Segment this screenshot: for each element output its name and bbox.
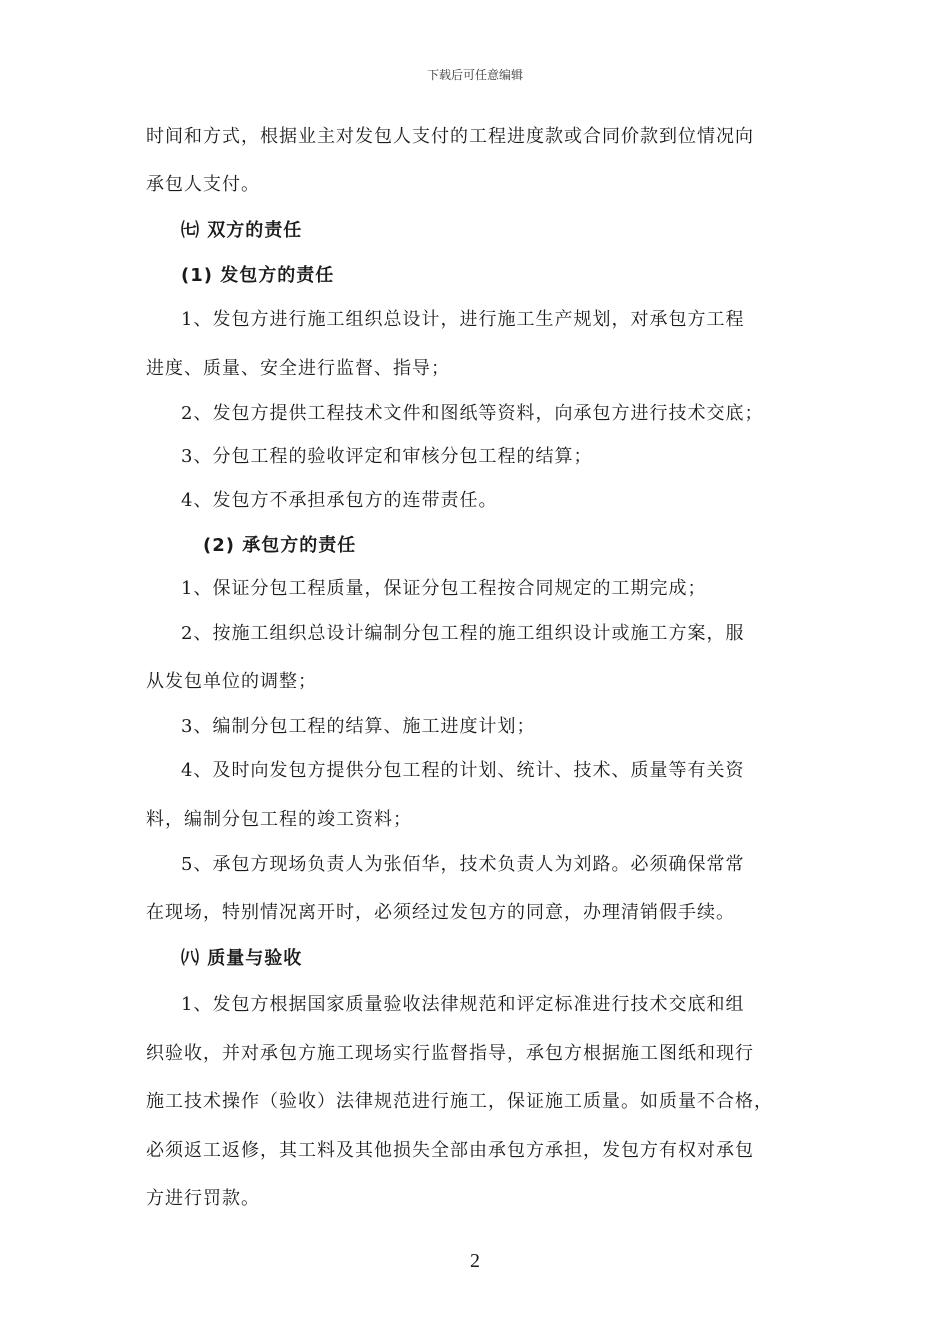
body-line: 2、按施工组织总设计编制分包工程的施工组织设计或施工方案，服 xyxy=(181,623,745,644)
body-line: 承包人支付。 xyxy=(146,174,260,195)
page-number: 2 xyxy=(470,1250,480,1272)
body-line: 4、发包方不承担承包方的连带责任。 xyxy=(181,490,498,511)
subsection-heading: (2) 承包方的责任 xyxy=(203,535,357,556)
body-line: 施工技术操作（验收）法律规范进行施工，保证施工质量。如质量不合格， xyxy=(146,1091,773,1112)
body-line: 必须返工返修，其工料及其他损失全部由承包方承担，发包方有权对承包 xyxy=(146,1140,754,1161)
body-line: 5、承包方现场负责人为张佰华，技术负责人为刘路。必须确保常常 xyxy=(181,854,745,875)
body-line: 1、保证分包工程质量，保证分包工程按合同规定的工期完成； xyxy=(181,578,707,599)
body-line: 4、及时向发包方提供分包工程的计划、统计、技术、质量等有关资 xyxy=(181,760,745,781)
section-heading: ㈦ 双方的责任 xyxy=(181,220,303,241)
page-header: 下载后可任意编辑 xyxy=(426,68,523,82)
body-line: 织验收，并对承包方施工现场实行监督指导，承包方根据施工图纸和现行 xyxy=(146,1043,754,1064)
body-line: 时间和方式，根据业主对发包人支付的工程进度款或合同价款到位情况向 xyxy=(146,126,754,147)
section-heading: ㈧ 质量与验收 xyxy=(181,948,303,969)
body-line: 料，编制分包工程的竣工资料； xyxy=(146,809,412,830)
body-line: 1、发包方进行施工组织总设计，进行施工生产规划，对承包方工程 xyxy=(181,309,745,330)
body-line: 1、发包方根据国家质量验收法律规范和评定标准进行技术交底和组 xyxy=(181,994,745,1015)
subsection-heading: (1) 发包方的责任 xyxy=(181,265,335,286)
body-line: 进度、质量、安全进行监督、指导； xyxy=(146,358,450,379)
body-line: 在现场，特别情况离开时，必须经过发包方的同意，办理清销假手续。 xyxy=(146,902,735,923)
body-line: 2、发包方提供工程技术文件和图纸等资料，向承包方进行技术交底； xyxy=(181,403,764,424)
body-line: 3、编制分包工程的结算、施工进度计划； xyxy=(181,716,536,737)
body-line: 3、分包工程的验收评定和审核分包工程的结算； xyxy=(181,446,593,467)
body-line: 方进行罚款。 xyxy=(146,1188,260,1209)
body-line: 从发包单位的调整； xyxy=(146,671,317,692)
